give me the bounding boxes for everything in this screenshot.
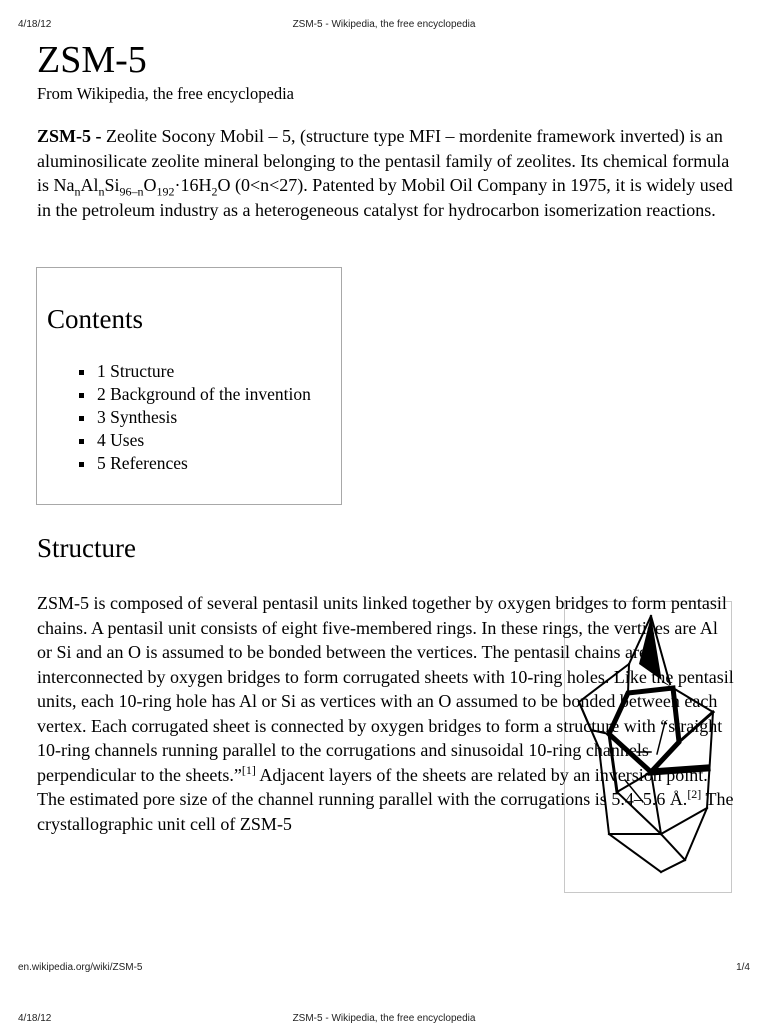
formula-al: Al bbox=[80, 175, 99, 195]
structure-text-a: ZSM-5 is composed of several pentasil units linked together by oxygen bridges to form pentasil chains. A pentasil unit consists of eight five-membered rings. In these rings, the vertices are Al or Si and an O is assumed to be bonded between the vertices. The pentasil chains are interconnected by oxygen bridges to form corrugated sheets with 10-ring holes. Like the pentasil units, each 10-ring hole has Al or Si as vertices with an O assumed to be bonded between each vertex. Each corrugated sheet is connected by oxygen bridges to form a structure with “straight 10-ring channels running parallel to the corrugations and sinusoidal 10-ring channels perpendicular to the sheets.” bbox=[37, 593, 734, 785]
article-tagline: From Wikipedia, the free encyclopedia bbox=[37, 84, 294, 103]
print-title: ZSM-5 - Wikipedia, the free encyclopedia bbox=[292, 19, 476, 30]
formula-16h: ·16H bbox=[174, 175, 212, 195]
toc-link-structure[interactable]: 1 Structure bbox=[97, 361, 175, 381]
formula-sub-2: 2 bbox=[211, 184, 218, 199]
print-page-number: 1/4 bbox=[736, 962, 750, 973]
intro-paragraph bbox=[37, 124, 737, 222]
print-footer bbox=[18, 962, 750, 976]
toc-link-background[interactable]: 2 Background of the invention bbox=[97, 384, 311, 404]
formula-sub-96n: 96–n bbox=[119, 184, 144, 199]
next-page-date: 4/18/12 bbox=[18, 1013, 52, 1024]
print-header bbox=[18, 19, 750, 33]
toc-item-background bbox=[79, 383, 311, 406]
formula-sub-n1: n bbox=[74, 184, 81, 199]
reference-link-1[interactable]: [1] bbox=[241, 762, 256, 777]
formula-o: O bbox=[143, 175, 157, 195]
formula-sub-192: 192 bbox=[156, 184, 175, 199]
next-page-header bbox=[18, 1013, 750, 1027]
toc-item-structure bbox=[79, 360, 311, 383]
toc-title: Contents bbox=[47, 304, 144, 334]
structure-paragraph bbox=[37, 591, 737, 836]
reference-link-2[interactable]: [2] bbox=[687, 787, 702, 801]
table-of-contents bbox=[36, 267, 342, 505]
intro-text-b: O (0<n<27). Patented by Mobil Oil Company in 1975, it is widely used in the petroleum industry as a heterogeneous catalyst for hydrocarbon isomerization reactions. bbox=[37, 175, 733, 220]
toc-list bbox=[79, 360, 311, 475]
intro-text-a: Zeolite Socony Mobil – 5, (structure type MFI – mordenite framework inverted) is an aluminosilicate zeolite mineral belonging to the pentasil family of zeolites. Its chemical formula is Na bbox=[37, 126, 730, 195]
structure-text-c: The crystallographic unit cell of ZSM-5 bbox=[37, 789, 734, 834]
toc-item-uses bbox=[79, 429, 311, 452]
structure-text-b: Adjacent layers of the sheets are related by an inversion point. The estimated pore size of the channel running parallel with the corrugations is 5.4–5.6 Å. bbox=[37, 764, 708, 809]
toc-item-synthesis bbox=[79, 406, 311, 429]
section-heading-structure: Structure bbox=[37, 533, 136, 563]
formula-si: Si bbox=[104, 175, 120, 195]
toc-link-synthesis[interactable]: 3 Synthesis bbox=[97, 407, 178, 427]
next-page-title: ZSM-5 - Wikipedia, the free encyclopedia bbox=[292, 1013, 476, 1024]
article-title: ZSM-5 bbox=[37, 39, 147, 81]
print-url: en.wikipedia.org/wiki/ZSM-5 bbox=[18, 962, 143, 973]
formula-sub-n2: n bbox=[98, 184, 105, 199]
toc-link-references[interactable]: 5 References bbox=[97, 453, 188, 473]
toc-link-uses[interactable]: 4 Uses bbox=[97, 430, 145, 450]
print-date: 4/18/12 bbox=[18, 19, 52, 30]
toc-item-references bbox=[79, 452, 311, 475]
intro-bold-name: ZSM-5 - bbox=[37, 126, 102, 146]
